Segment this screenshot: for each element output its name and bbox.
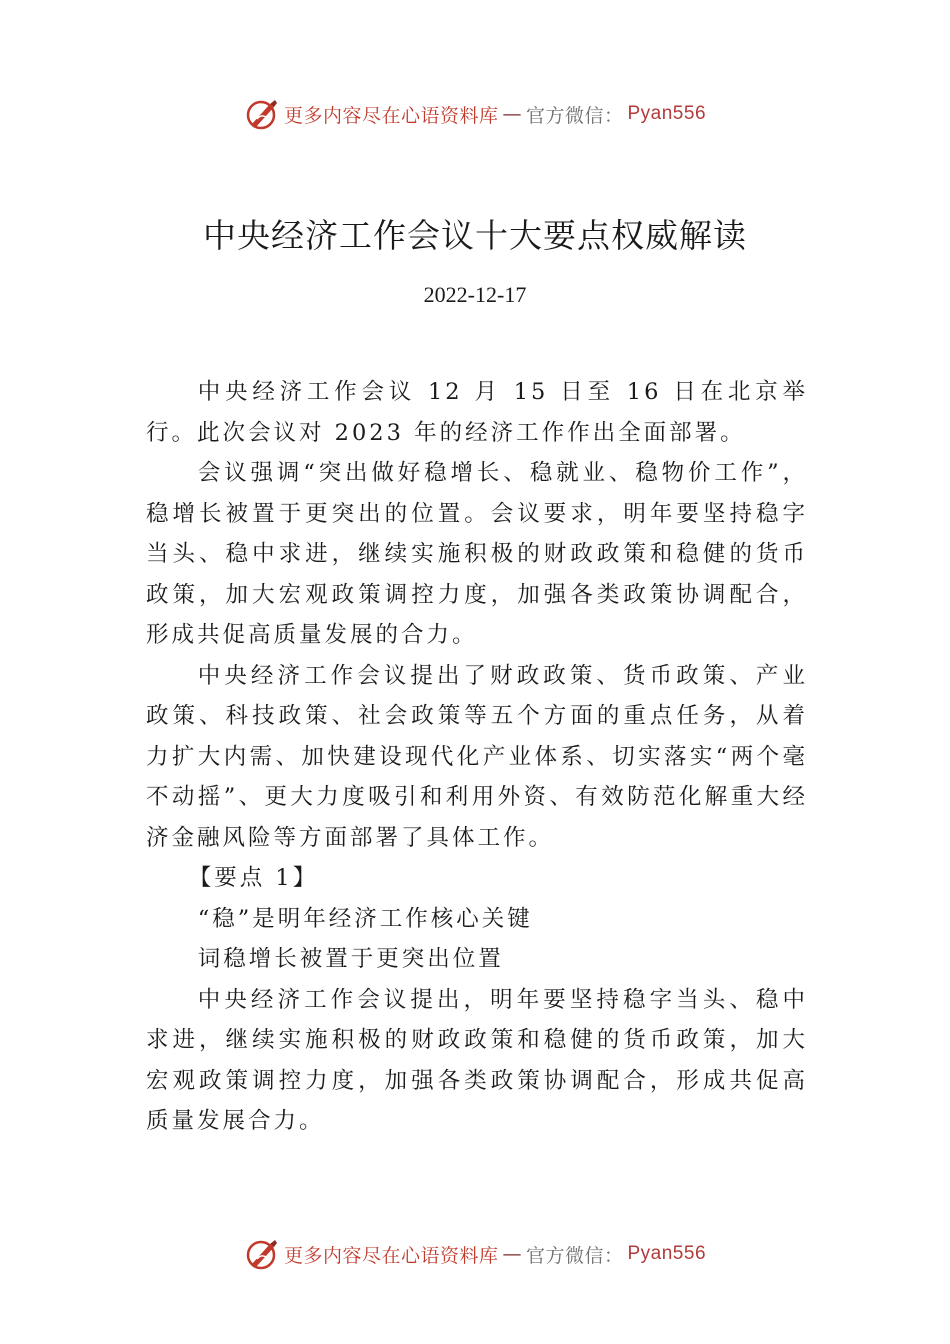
watermark-wechat-label: 官方微信： xyxy=(525,104,624,127)
document-body xyxy=(146,372,808,1142)
header-watermark xyxy=(0,96,950,132)
watermark-dash: — xyxy=(502,103,522,125)
point-subtitle-line1: “稳”是明年经济工作核心关键 xyxy=(197,905,533,932)
document-title: 中央经济工作会议十大要点权威解读 xyxy=(203,216,747,255)
pen-logo-icon xyxy=(244,96,280,132)
paragraph-intro: 中央经济工作会议 12 月 15 日至 16 日在北京举行。此次会议对 2023 年的经济工作作出全面部署。 xyxy=(146,379,808,446)
document-date: 2022-12-17 xyxy=(423,282,527,307)
point-paragraph: 中央经济工作会议提出，明年要坚持稳字当头、稳中求进，继续实施积极的财政政策和稳健的货币政策，加大宏观政策调控力度，加强各类政策协调配合，形成共促高质量发展合力。 xyxy=(146,986,808,1134)
footer-watermark xyxy=(0,1236,950,1272)
watermark-brand-text: 更多内容尽在心语资料库 xyxy=(283,1244,499,1267)
pen-logo-icon xyxy=(244,1236,280,1272)
paragraph-tasks: 中央经济工作会议提出了财政政策、货币政策、产业政策、科技政策、社会政策等五个方面的重点任务，从着力扩大内需、加快建设现代化产业体系、切实落实“两个毫不动摇”、更大力度吸引和利用外资、有效防范化解重大经济金融风险等方面部署了具体工作。 xyxy=(146,662,808,851)
watermark-wechat-label: 官方微信： xyxy=(525,1244,624,1267)
paragraph-emphasis: 会议强调“突出做好稳增长、稳就业、稳物价工作”，稳增长被置于更突出的位置。会议要求，明年要坚持稳字当头、稳中求进，继续实施积极的财政政策和稳健的货币政策，加大宏观政策调控力度，加强各类政策协调配合，形成共促高质量发展的合力。 xyxy=(146,460,808,648)
watermark-wechat-id: Pyan556 xyxy=(627,1243,707,1264)
point-subtitle-line2: 词稳增长被置于更突出位置 xyxy=(197,946,504,972)
watermark-dash: — xyxy=(502,1243,522,1265)
watermark-brand-text: 更多内容尽在心语资料库 xyxy=(283,104,499,127)
watermark-wechat-id: Pyan556 xyxy=(627,103,707,124)
point-label: 【要点 1】 xyxy=(188,865,319,891)
